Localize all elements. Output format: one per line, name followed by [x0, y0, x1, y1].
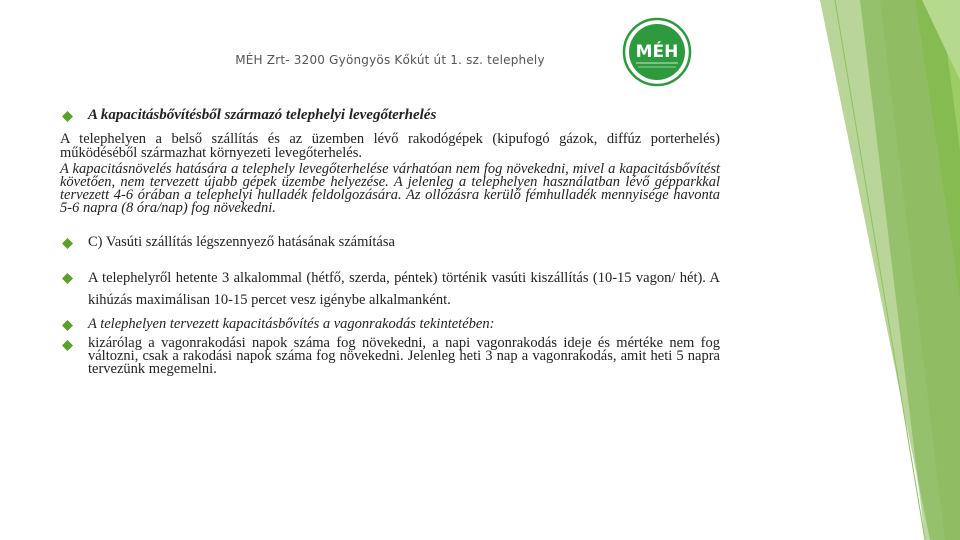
bullet-item-weekly	[62, 267, 720, 311]
slide-header: MÉH Zrt- 3200 Gyöngyös Kőkút út 1. sz. telephely	[235, 53, 545, 67]
decorative-green-shapes	[700, 0, 960, 540]
diamond-bullet-icon	[62, 320, 73, 331]
slide-content	[62, 108, 720, 376]
diamond-bullet-icon	[62, 273, 73, 284]
paragraph-1: A telephelyen a belső szállítás és az üzemben lévő rakodógépek (kipufogó gázok, diffúz porterhelés) működéséből származhat környezeti levegőterhelés.	[60, 131, 720, 161]
bullet-item-rail	[62, 235, 720, 249]
bullet-item-capacity	[62, 317, 720, 331]
weekly-shipment-text: A telephelyről hetente 3 alkalommal (hétfő, szerda, péntek) történik vasúti kiszállítás (10-15 vagon/ hét). A kihúzás maximálisan 10-15 percet vesz igénybe alkalmanként.	[88, 270, 720, 308]
svg-text:MÉH: MÉH	[635, 42, 679, 62]
diamond-bullet-icon	[62, 111, 73, 122]
capacity-text: A telephelyen tervezett kapacitásbővítés a vagonrakodás tekintetében:	[88, 316, 495, 332]
meh-logo	[622, 17, 692, 87]
section-title: A kapacitásbővítésből származó telephelyi levegőterhelés	[88, 107, 437, 123]
bullet-item-title	[62, 108, 720, 122]
rail-heading: C) Vasúti szállítás légszennyező hatásának számítása	[88, 234, 395, 250]
diamond-bullet-icon	[62, 238, 73, 249]
paragraph-2: A kapacitásnövelés hatására a telephely levegőterhelése várhatóan nem fog növekedni, mivel a kapacitásbővítést követően, nem tervezett újabb gépek üzembe helyezése. A jelenleg a telephelyen használatban lévő gépparkkal tervezett 4-6 órában a telephelyi hulladék feldolgozására. Az ollózásra kerülő fémhulladék mennyisége havonta 5-6 napra (8 óra/nap) fog növekedni.	[60, 161, 720, 216]
bullet-item-loading	[62, 337, 720, 376]
diamond-bullet-icon	[62, 340, 73, 351]
loading-days-text: kizárólag a vagonrakodási napok száma fog növekedni, a napi vagonrakodás ideje és mértéke nem fog változni, csak a rakodási napok száma fog növekedni. Jelenleg heti 3 nap a vagonrakodás, amit heti 5 napra tervezünk megemelni.	[88, 335, 720, 377]
